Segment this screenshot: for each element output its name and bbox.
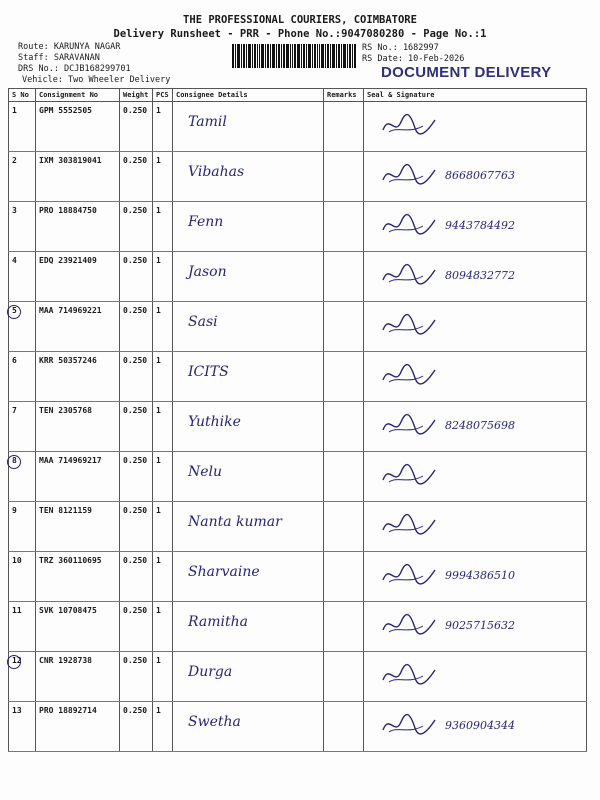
row-pcs: 1: [153, 352, 173, 402]
col-remarks: Remarks: [324, 89, 364, 102]
row-consignee: [173, 702, 324, 752]
row-sno: [9, 352, 36, 402]
row-weight: 0.250: [120, 702, 153, 752]
row-consignee: [173, 652, 324, 702]
row-signature: [364, 452, 587, 502]
col-sno: S No: [9, 89, 36, 102]
row-pcs: 1: [153, 102, 173, 152]
staff-label: Staff: SARAVANAN: [18, 53, 100, 63]
row-consignee: [173, 202, 324, 252]
row-consignee: [173, 152, 324, 202]
row-weight: 0.250: [120, 302, 153, 352]
row-sno: [9, 652, 36, 702]
row-consignment: EDQ 23921409: [36, 252, 120, 302]
row-signature: [364, 352, 587, 402]
signature-scribble: [379, 212, 439, 238]
consignee-handwriting: Yuthike: [188, 414, 241, 430]
consignee-handwriting: Durga: [188, 664, 233, 680]
row-sno: [9, 602, 36, 652]
row-pcs: 1: [153, 652, 173, 702]
row-signature: [364, 552, 587, 602]
signature-scribble: [379, 562, 439, 588]
signature-scribble: [379, 512, 439, 538]
consignee-handwriting: Fenn: [188, 214, 224, 230]
row-remarks: [324, 202, 364, 252]
row-consignee: [173, 552, 324, 602]
drs-number: DRS No.: DCJB168299701: [18, 64, 131, 74]
row-weight: 0.250: [120, 402, 153, 452]
row-consignee: [173, 302, 324, 352]
row-consignee: [173, 402, 324, 452]
row-consignment: KRR 50357246: [36, 352, 120, 402]
row-weight: 0.250: [120, 452, 153, 502]
row-signature: [364, 252, 587, 302]
runsheet-subtitle: Delivery Runsheet - PRR - Phone No.:9047080280 - Page No.:1: [113, 28, 487, 40]
row-consignment: SVK 10708475: [36, 602, 120, 652]
sno-value: 9: [12, 506, 17, 515]
row-pcs: 1: [153, 252, 173, 302]
sno-value: 12: [12, 656, 22, 665]
sno-value: 3: [12, 206, 17, 215]
row-pcs: 1: [153, 402, 173, 452]
table-row: [9, 352, 587, 402]
row-consignee: [173, 452, 324, 502]
signature-scribble: [379, 462, 439, 488]
table-row: [9, 502, 587, 552]
row-consignment: GPM 5552505: [36, 102, 120, 152]
col-pcs: PCS: [153, 89, 173, 102]
signature-scribble: [379, 262, 439, 288]
signature-phone: 9994386510: [445, 568, 515, 582]
row-consignee: [173, 102, 324, 152]
table-header-row: [9, 89, 587, 102]
sno-value: 11: [12, 606, 22, 615]
runsheet-title: THE PROFESSIONAL COURIERS, COIMBATORE: [183, 14, 417, 26]
table-row: [9, 402, 587, 452]
row-sno: [9, 252, 36, 302]
row-remarks: [324, 652, 364, 702]
row-sno: [9, 452, 36, 502]
row-signature: [364, 152, 587, 202]
row-consignee: [173, 502, 324, 552]
row-sno: [9, 702, 36, 752]
row-sno: [9, 552, 36, 602]
row-weight: 0.250: [120, 652, 153, 702]
row-sno: [9, 502, 36, 552]
row-consignment: MAA 714969217: [36, 452, 120, 502]
row-pcs: 1: [153, 202, 173, 252]
row-signature: [364, 202, 587, 252]
row-weight: 0.250: [120, 102, 153, 152]
sno-value: 8: [12, 456, 17, 465]
row-consignment: MAA 714969221: [36, 302, 120, 352]
route-label: Route: KARUNYA NAGAR: [18, 42, 121, 52]
sno-value: 1: [12, 106, 17, 115]
col-signature: Seal & Signature: [364, 89, 587, 102]
row-sno: [9, 402, 36, 452]
row-weight: 0.250: [120, 252, 153, 302]
barcode-image: [232, 44, 356, 68]
consignee-handwriting: Sharvaine: [188, 564, 260, 580]
handwritten-circle: [7, 455, 21, 469]
row-consignment: PRO 18884750: [36, 202, 120, 252]
row-signature: [364, 502, 587, 552]
table-row: [9, 552, 587, 602]
handwritten-circle: [7, 305, 21, 319]
sno-value: 4: [12, 256, 17, 265]
sno-value: 2: [12, 156, 17, 165]
row-consignee: [173, 252, 324, 302]
signature-scribble: [379, 712, 439, 738]
sno-value: 10: [12, 556, 22, 565]
col-consignment: Consignment No: [36, 89, 120, 102]
row-remarks: [324, 302, 364, 352]
table-row: [9, 252, 587, 302]
row-consignment: TEN 8121159: [36, 502, 120, 552]
col-consignee: Consignee Details: [173, 89, 324, 102]
row-remarks: [324, 252, 364, 302]
row-weight: 0.250: [120, 552, 153, 602]
consignee-handwriting: Swetha: [188, 714, 241, 730]
row-consignee: [173, 352, 324, 402]
row-pcs: 1: [153, 702, 173, 752]
row-weight: 0.250: [120, 152, 153, 202]
consignee-handwriting: Tamil: [188, 114, 227, 130]
row-remarks: [324, 102, 364, 152]
row-pcs: 1: [153, 152, 173, 202]
row-weight: 0.250: [120, 502, 153, 552]
row-signature: [364, 302, 587, 352]
row-consignee: [173, 602, 324, 652]
row-pcs: 1: [153, 502, 173, 552]
col-weight: Weight: [120, 89, 153, 102]
signature-phone: 8248075698: [445, 418, 515, 432]
signature-scribble: [379, 112, 439, 138]
table-row: [9, 202, 587, 252]
sno-value: 5: [12, 306, 17, 315]
signature-scribble: [379, 662, 439, 688]
row-weight: 0.250: [120, 352, 153, 402]
row-weight: 0.250: [120, 602, 153, 652]
row-signature: [364, 602, 587, 652]
table-row: [9, 302, 587, 352]
row-remarks: [324, 502, 364, 552]
signature-phone: 8094832772: [445, 268, 515, 282]
sno-value: 7: [12, 406, 17, 415]
consignee-handwriting: Nanta kumar: [188, 514, 282, 530]
consignee-handwriting: Ramitha: [188, 614, 248, 630]
consignee-handwriting: ICITS: [188, 364, 229, 380]
row-consignment: TEN 2305768: [36, 402, 120, 452]
signature-phone: 9025715632: [445, 618, 515, 632]
sno-value: 13: [12, 706, 22, 715]
row-pcs: 1: [153, 452, 173, 502]
row-remarks: [324, 552, 364, 602]
row-signature: [364, 102, 587, 152]
signature-phone: 9360904344: [445, 718, 515, 732]
consignee-handwriting: Vibahas: [188, 164, 245, 180]
table-row: [9, 652, 587, 702]
row-pcs: 1: [153, 302, 173, 352]
table-row: [9, 102, 587, 152]
handwritten-circle: [7, 655, 21, 669]
consignee-handwriting: Sasi: [188, 314, 218, 330]
signature-scribble: [379, 612, 439, 638]
row-remarks: [324, 702, 364, 752]
row-sno: [9, 102, 36, 152]
row-consignment: IXM 303819041: [36, 152, 120, 202]
table-row: [9, 602, 587, 652]
row-signature: [364, 652, 587, 702]
row-sno: [9, 202, 36, 252]
table-row: [9, 702, 587, 752]
row-remarks: [324, 402, 364, 452]
row-remarks: [324, 602, 364, 652]
consignee-handwriting: Jason: [188, 264, 227, 280]
row-consignment: PRO 18892714: [36, 702, 120, 752]
table-row: [9, 452, 587, 502]
signature-phone: 9443784492: [445, 218, 515, 232]
row-remarks: [324, 352, 364, 402]
signature-scribble: [379, 412, 439, 438]
row-consignment: CNR 1928738: [36, 652, 120, 702]
sno-value: 6: [12, 356, 17, 365]
row-pcs: 1: [153, 602, 173, 652]
signature-scribble: [379, 312, 439, 338]
row-remarks: [324, 452, 364, 502]
consignee-handwriting: Nelu: [188, 464, 223, 480]
signature-scribble: [379, 162, 439, 188]
row-sno: [9, 152, 36, 202]
row-signature: [364, 702, 587, 752]
document-delivery-stamp: DOCUMENT DELIVERY: [381, 64, 552, 81]
row-sno: [9, 302, 36, 352]
row-weight: 0.250: [120, 202, 153, 252]
row-pcs: 1: [153, 552, 173, 602]
vehicle-label: Vehicle: Two Wheeler Delivery: [22, 75, 171, 85]
signature-scribble: [379, 362, 439, 388]
row-remarks: [324, 152, 364, 202]
runsheet-table: [8, 88, 587, 752]
rs-date: RS Date: 10-Feb-2026: [362, 54, 465, 64]
rs-number: RS No.: 1682997: [362, 43, 439, 53]
row-consignment: TRZ 360110695: [36, 552, 120, 602]
row-signature: [364, 402, 587, 452]
signature-phone: 8668067763: [445, 168, 515, 182]
table-row: [9, 152, 587, 202]
